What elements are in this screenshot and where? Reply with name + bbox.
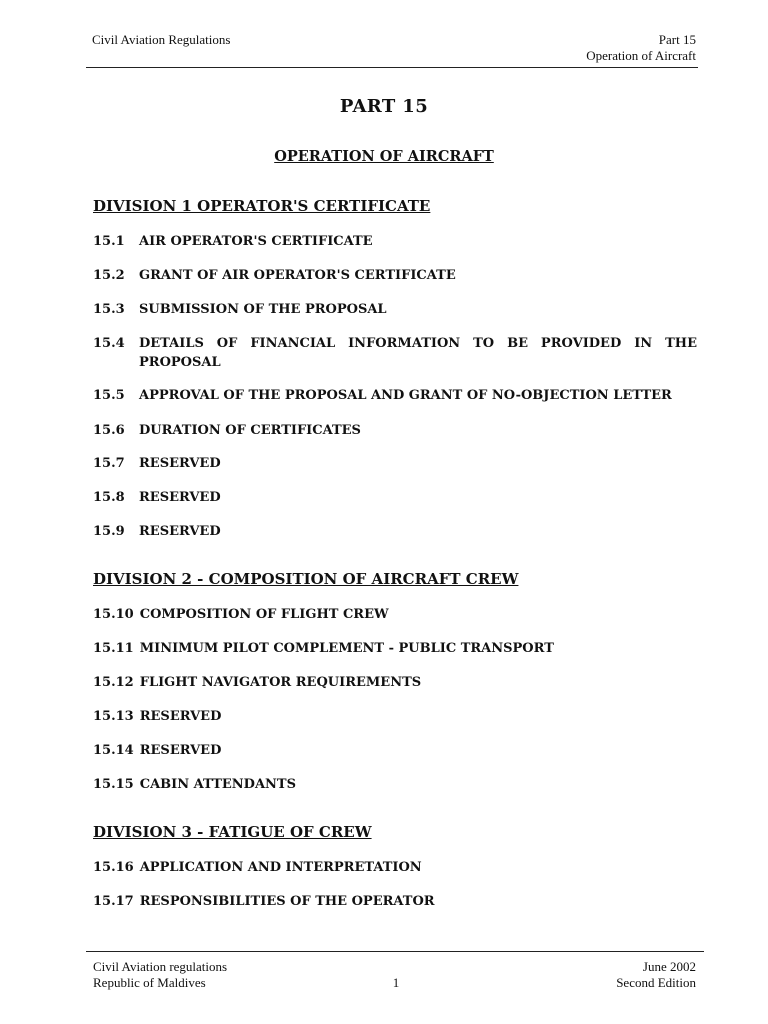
- toc-entry: [93, 488, 697, 507]
- entry-title: MINIMUM PILOT COMPLEMENT - PUBLIC TRANSPORT: [139, 641, 554, 656]
- toc-entry: [93, 266, 697, 285]
- toc-entry: [93, 232, 697, 251]
- entry-title: RESERVED: [139, 490, 221, 505]
- toc-entry: [93, 892, 697, 911]
- entry-title: RESERVED: [139, 524, 221, 539]
- toc-entry: [93, 707, 697, 726]
- footer-date: June 2002: [642, 959, 696, 974]
- toc-entry: [93, 334, 697, 372]
- toc-entry: [93, 300, 697, 319]
- entry-title: SUBMISSION OF THE PROPOSAL: [139, 302, 387, 317]
- entry-title: RESPONSIBILITIES OF THE OPERATOR: [139, 894, 435, 909]
- entry-number: 15.5: [93, 388, 125, 403]
- footer-country: Republic of Maldives: [93, 975, 206, 990]
- entry-number: 15.17: [93, 894, 134, 909]
- entry-number: 15.12: [93, 675, 134, 690]
- entry-number: 15.2: [93, 268, 125, 283]
- division-heading: DIVISION 1 OPERATOR'S CERTIFICATE: [93, 197, 431, 215]
- header-divider: [86, 67, 698, 68]
- page-title: PART 15: [339, 96, 429, 117]
- footer-document-name: Civil Aviation regulations: [93, 959, 228, 974]
- entry-number: 15.1: [93, 234, 125, 249]
- entry-number: 15.4: [93, 336, 125, 351]
- entry-title: FLIGHT NAVIGATOR REQUIREMENTS: [139, 675, 422, 690]
- entry-title-continuation: PROPOSAL: [139, 355, 221, 370]
- footer-left: [93, 959, 227, 991]
- toc-entry: [93, 522, 697, 541]
- toc-entry: [93, 386, 697, 405]
- toc-entry: [93, 605, 697, 624]
- entry-number: 15.8: [93, 490, 125, 505]
- page-number: 1: [392, 975, 400, 990]
- entry-number: 15.7: [93, 456, 125, 471]
- toc-entry: [93, 741, 697, 760]
- entry-title: DETAILS OF FINANCIAL INFORMATION TO BE PROVIDED IN THE: [139, 336, 697, 351]
- entry-title: RESERVED: [139, 709, 222, 724]
- entry-number: 15.10: [93, 607, 134, 622]
- entry-title: RESERVED: [139, 456, 221, 471]
- entry-title: DURATION OF CERTIFICATES: [139, 423, 361, 438]
- entry-number: 15.15: [93, 777, 134, 792]
- entry-title: RESERVED: [139, 743, 222, 758]
- footer-right: [616, 959, 696, 991]
- entry-title: APPLICATION AND INTERPRETATION: [139, 860, 422, 875]
- entry-title: CABIN ATTENDANTS: [139, 777, 296, 792]
- entry-number: 15.11: [93, 641, 134, 656]
- toc-entry: [93, 454, 697, 473]
- entry-number: 15.9: [93, 524, 125, 539]
- entry-number: 15.3: [93, 302, 125, 317]
- toc-entry: [93, 858, 697, 877]
- toc-entry: [93, 421, 697, 440]
- header-document-title: Civil Aviation Regulations: [92, 32, 231, 47]
- entry-title: APPROVAL OF THE PROPOSAL AND GRANT OF NO-OBJECTION LETTER: [139, 388, 672, 403]
- toc-entry: [93, 673, 697, 692]
- division-heading: DIVISION 2 - COMPOSITION OF AIRCRAFT CREW: [93, 570, 519, 588]
- toc-entry: [93, 775, 697, 794]
- entry-number: 15.16: [93, 860, 134, 875]
- entry-title: GRANT OF AIR OPERATOR'S CERTIFICATE: [139, 268, 456, 283]
- entry-number: 15.13: [93, 709, 134, 724]
- page-subtitle: OPERATION OF AIRCRAFT: [274, 148, 494, 165]
- footer-divider: [86, 951, 704, 952]
- footer-edition: Second Edition: [616, 975, 696, 990]
- entry-number: 15.14: [93, 743, 134, 758]
- entry-title: COMPOSITION OF FLIGHT CREW: [139, 607, 389, 622]
- header-part-info: [586, 32, 696, 64]
- entry-number: 15.6: [93, 423, 125, 438]
- entry-title: AIR OPERATOR'S CERTIFICATE: [139, 234, 373, 249]
- header-part-number: Part 15: [658, 32, 696, 47]
- toc-entry: [93, 639, 697, 658]
- header-part-name: Operation of Aircraft: [586, 48, 696, 63]
- division-heading: DIVISION 3 - FATIGUE OF CREW: [93, 823, 372, 841]
